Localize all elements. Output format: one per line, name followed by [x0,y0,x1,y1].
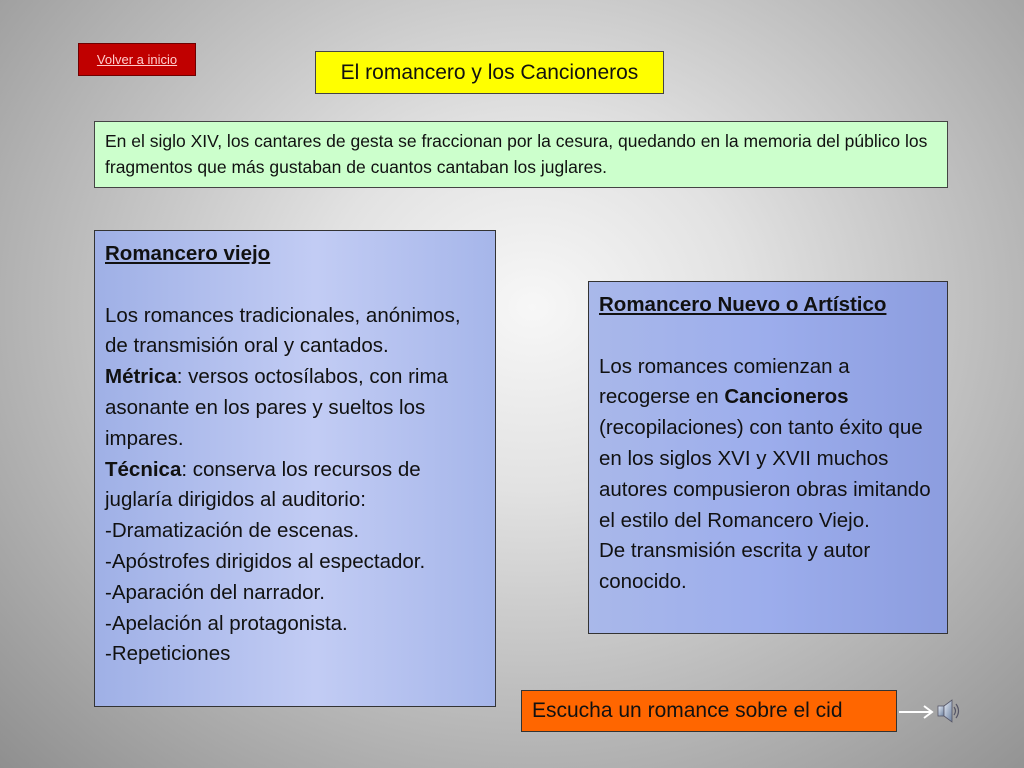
listen-romance-button[interactable]: Escucha un romance sobre el cid [521,690,897,732]
tecnica-paragraph [105,455,485,517]
list-item: -Repeticiones [105,642,231,666]
romancero-nuevo-box [588,281,948,634]
tecnica-label: Técnica [105,457,182,481]
nuevo-text-after: (recopilaciones) con tanto éxito que en los siglos XVI y XVII muchos autores compusieron obras imitando el estilo del Romancero Viejo. [599,416,931,532]
romancero-nuevo-heading: Romancero Nuevo o Artístico [599,293,887,316]
nuevo-text-before: Los romances comienzan a recogerse en [599,354,850,409]
slide-title: El romancero y los Cancioneros [315,51,664,94]
arrow-right-icon [897,700,937,724]
metrica-paragraph [105,362,485,454]
tecnica-text: : conserva los recursos de juglaría dirigidos al auditorio: [105,457,421,512]
metrica-text: : versos octosílabos, con rima asonante en los pares y sueltos los impares. [105,365,448,450]
home-link-button[interactable]: Volver a inicio [78,43,196,76]
speaker-icon[interactable] [935,697,961,725]
romancero-viejo-description: Los romances tradicionales, anónimos, de transmisión oral y cantados. [105,303,461,358]
list-item: -Apóstrofes dirigidos al espectador. [105,549,426,573]
metrica-label: Métrica [105,365,177,389]
list-item: -Aparación del narrador. [105,580,325,604]
list-item: -Dramatización de escenas. [105,519,360,543]
intro-text-box: En el siglo XIV, los cantares de gesta se fraccionan por la cesura, quedando en la memoria del público los fragmentos que más gustaban de cuantos cantaban los juglares. [94,121,948,188]
romancero-viejo-box [94,230,496,707]
romancero-nuevo-transmission: De transmisión escrita y autor conocido. [599,539,871,594]
romancero-viejo-heading: Romancero viejo [105,242,271,265]
romancero-nuevo-description [599,352,937,537]
list-item: -Apelación al protagonista. [105,611,348,635]
cancioneros-term: Cancioneros [724,385,849,409]
